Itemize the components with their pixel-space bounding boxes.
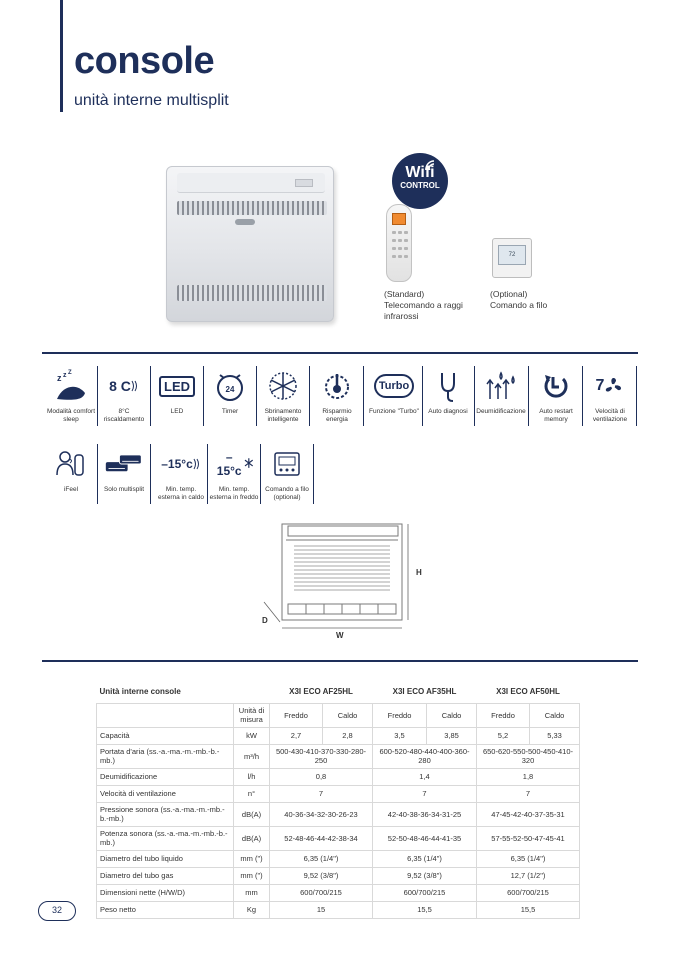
table-cell: 7 <box>270 785 373 802</box>
drawing-label-d: D <box>262 616 268 625</box>
feature-auto-restart <box>530 366 582 434</box>
8c-icon-text: 8 C <box>109 378 131 394</box>
table-cell: 12,7 (1/2") <box>477 867 580 884</box>
sleep-icon <box>51 368 91 404</box>
table-cell: 1,8 <box>477 768 580 785</box>
turbo-icon <box>374 368 414 404</box>
table-cell: 3,85 <box>427 727 477 744</box>
table-cell: Dimensioni nette (H/W/D) <box>97 884 234 901</box>
table-title: Unità interne console <box>97 681 234 703</box>
page-number: 32 <box>38 901 76 921</box>
drawing-label-w: W <box>336 631 344 640</box>
optional-desc: Comando a filo <box>490 300 548 310</box>
table-cell: mm (") <box>234 867 270 884</box>
auto-diagnosis-icon <box>428 368 468 404</box>
feature-label: Min. temp. esterna in caldo <box>158 486 204 501</box>
optional-tag: (Optional) <box>490 289 528 299</box>
page-title: console <box>74 40 215 82</box>
feature-separator <box>309 366 310 426</box>
table-cell: 15 <box>270 901 373 918</box>
subheader-spacer <box>97 703 234 727</box>
feature-label: Deumidificazione <box>476 408 526 415</box>
table-subheader-row <box>97 703 580 727</box>
table-cell: 6,35 (1/4") <box>373 850 477 867</box>
table-cell: 5,33 <box>530 727 580 744</box>
spec-table <box>96 681 580 919</box>
turbo-icon-text: Turbo <box>374 374 414 398</box>
8c-heating-icon <box>104 368 144 404</box>
remote-button <box>404 231 408 234</box>
table-cell: 47-45-42-40-37-35-31 <box>477 802 580 826</box>
table-cell: 7 <box>373 785 477 802</box>
led-icon <box>157 368 197 404</box>
page-subtitle: unità interne multisplit <box>74 92 229 109</box>
unit-logo <box>235 219 255 225</box>
table-cell: kW <box>234 727 270 744</box>
table-cell: 15,5 <box>477 901 580 918</box>
table-cell: m³/h <box>234 744 270 768</box>
fan-speed-icon <box>590 368 630 404</box>
table-cell: 600-520-480-440-400-360-280 <box>373 744 477 768</box>
feature-wired-control <box>261 444 313 512</box>
feature-label: Timer <box>221 408 239 415</box>
remote-button <box>398 255 402 258</box>
dimension-drawing <box>258 518 438 648</box>
table-cell: 0,8 <box>270 768 373 785</box>
table-cell: 7 <box>477 785 580 802</box>
table-row <box>97 850 580 867</box>
feature-label: Solo multisplit <box>103 486 145 493</box>
wifi-icon <box>424 160 440 172</box>
remote-button <box>398 231 402 234</box>
feature-label: Funzione "Turbo" <box>369 408 419 415</box>
table-cell: Kg <box>234 901 270 918</box>
feature-label: iFeel <box>63 486 79 493</box>
svg-text:Z: Z <box>68 370 72 376</box>
wifi-badge-title: Wifi <box>405 164 435 181</box>
feature-fan-speed <box>584 366 636 434</box>
feature-turbo <box>368 366 420 434</box>
svg-text:z: z <box>63 372 67 379</box>
feature-timer <box>204 366 256 434</box>
remote-button <box>404 239 408 242</box>
wifi-control-badge <box>392 153 448 209</box>
feature-label: Min. temp. esterna in freddo <box>209 486 259 501</box>
feature-8c-heating <box>98 366 150 434</box>
wired-control-icon <box>267 446 307 482</box>
feature-label: Sbrinamento intelligente <box>264 408 302 423</box>
table-cell: 9,52 (3/8") <box>270 867 373 884</box>
table-cell: 42-40-38-36-34-31-25 <box>373 802 477 826</box>
remote-button <box>392 239 396 242</box>
console-unit-image <box>166 166 336 326</box>
divider-bottom <box>42 660 638 662</box>
min-temp-heat-text: –15°c <box>161 457 193 471</box>
dehumidification-icon <box>481 368 521 404</box>
table-cell: 52-50-48-46-44-41-35 <box>373 826 477 850</box>
feature-label: Auto diagnosi <box>428 408 468 415</box>
svg-text:z: z <box>57 373 62 383</box>
table-row <box>97 901 580 918</box>
cold-header: Freddo <box>270 703 323 727</box>
feature-separator <box>582 366 583 426</box>
table-header-spacer <box>234 681 270 703</box>
feature-separator <box>313 444 314 504</box>
led-icon-text: LED <box>159 376 195 397</box>
remote-button <box>404 255 408 258</box>
remote-button <box>404 247 408 250</box>
feature-separator <box>150 444 151 504</box>
hot-header: Caldo <box>530 703 580 727</box>
defrost-icon <box>263 368 303 404</box>
remote-button <box>392 231 396 234</box>
table-cell: n° <box>234 785 270 802</box>
table-cell: mm (") <box>234 850 270 867</box>
multisplit-icon <box>104 446 144 482</box>
table-cell: 15,5 <box>373 901 477 918</box>
table-cell: 2,8 <box>323 727 373 744</box>
table-cell: 600/700/215 <box>270 884 373 901</box>
feature-label: LED <box>170 408 184 415</box>
divider-top <box>42 352 638 354</box>
table-cell: Diametro del tubo liquido <box>97 850 234 867</box>
fan-speed-number: 7 <box>595 377 605 394</box>
table-cell: dB(A) <box>234 826 270 850</box>
unit-body <box>166 166 334 322</box>
table-cell: Peso netto <box>97 901 234 918</box>
feature-separator <box>528 366 529 426</box>
table-row <box>97 867 580 884</box>
table-cell: mm <box>234 884 270 901</box>
feature-multisplit <box>98 444 150 512</box>
model-2-header: X3I ECO AF35HL <box>373 681 477 703</box>
table-cell: dB(A) <box>234 802 270 826</box>
table-header-row <box>97 681 580 703</box>
table-row <box>97 785 580 802</box>
feature-label: Comando a filo (optional) <box>265 486 309 501</box>
feature-led <box>151 366 203 434</box>
standard-desc: Telecomando a raggi infrarossi <box>384 300 463 321</box>
optional-caption <box>490 289 580 311</box>
table-cell: 57-55-52-50-47-45-41 <box>477 826 580 850</box>
remote-button <box>392 247 396 250</box>
wired-controller-screen: 72 <box>498 245 526 265</box>
feature-auto-diagnosis <box>422 366 474 434</box>
feature-min-temp-heating <box>155 444 207 512</box>
remote-screen <box>392 213 406 225</box>
unit-lower-grille <box>177 285 327 301</box>
model-1-header: X3I ECO AF25HL <box>270 681 373 703</box>
cold-header: Freddo <box>477 703 530 727</box>
header-accent-bar <box>60 0 63 112</box>
table-cell: Pressione sonora (ss.-a.-ma.-m.-mb.-b.-mb.) <box>97 802 234 826</box>
feature-separator <box>363 366 364 426</box>
remote-control-image <box>386 204 412 282</box>
standard-caption <box>384 289 484 322</box>
table-cell: 500-430-410-370-330-280-250 <box>270 744 373 768</box>
auto-restart-icon <box>536 368 576 404</box>
drawing-label-h: H <box>416 568 422 577</box>
hot-header: Caldo <box>323 703 373 727</box>
table-cell: l/h <box>234 768 270 785</box>
remote-button <box>398 239 402 242</box>
table-cell: Portata d'aria (ss.-a.-ma.-m.-mb.-b.-mb.) <box>97 744 234 768</box>
energy-saving-icon <box>317 368 357 404</box>
min-temp-heat-icon <box>161 446 201 482</box>
feature-ifeel <box>45 444 97 512</box>
feature-label: 8°C riscaldamento <box>103 408 145 423</box>
table-row <box>97 727 580 744</box>
table-cell: 650-620-550-500-450-410-320 <box>477 744 580 768</box>
table-cell: Capacità <box>97 727 234 744</box>
feature-comfort-sleep <box>45 366 97 434</box>
feature-label: Modalità comfort sleep <box>46 408 96 423</box>
model-3-header: X3I ECO AF50HL <box>477 681 580 703</box>
cold-header: Freddo <box>373 703 427 727</box>
table-cell: Deumidificazione <box>97 768 234 785</box>
table-cell: 1,4 <box>373 768 477 785</box>
standard-tag: (Standard) <box>384 289 425 299</box>
feature-label: Risparmio energia <box>322 408 352 423</box>
feature-dehumidification <box>475 366 527 434</box>
table-cell: Velocità di ventilazione <box>97 785 234 802</box>
feature-min-temp-cooling <box>208 444 260 512</box>
table-row <box>97 802 580 826</box>
timer-icon <box>210 368 250 404</box>
remote-button <box>398 247 402 250</box>
feature-separator <box>636 366 637 426</box>
table-cell: 52-48-46-44-42-38-34 <box>270 826 373 850</box>
table-cell: 9,52 (3/8") <box>373 867 477 884</box>
table-cell: 600/700/215 <box>373 884 477 901</box>
wired-controller-image <box>492 238 532 278</box>
svg-text:24: 24 <box>225 385 235 394</box>
feature-smart-defrost <box>257 366 309 434</box>
min-temp-cool-icon <box>214 446 254 482</box>
unit-header: Unità di misura <box>234 703 270 727</box>
table-cell: 3,5 <box>373 727 427 744</box>
table-cell: 2,7 <box>270 727 323 744</box>
table-cell: 40-36-34-32-30-26-23 <box>270 802 373 826</box>
table-cell: Potenza sonora (ss.-a.-ma.-m.-mb.-b.-mb.) <box>97 826 234 850</box>
table-row <box>97 826 580 850</box>
wifi-badge-sub: CONTROL <box>400 181 440 190</box>
table-cell: 6,35 (1/4") <box>477 850 580 867</box>
table-cell: 6,35 (1/4") <box>270 850 373 867</box>
table-cell: 600/700/215 <box>477 884 580 901</box>
unit-upper-grille <box>177 201 327 215</box>
unit-display <box>295 179 313 187</box>
remote-button <box>392 255 396 258</box>
feature-label: Auto restart memory <box>539 408 573 423</box>
feature-energy-saving <box>311 366 363 434</box>
table-row <box>97 884 580 901</box>
ifeel-icon <box>51 446 91 482</box>
hot-header: Caldo <box>427 703 477 727</box>
table-row <box>97 768 580 785</box>
table-row <box>97 744 580 768</box>
min-temp-cool-text: –15°c <box>216 450 242 478</box>
table-cell: Diametro del tubo gas <box>97 867 234 884</box>
feature-label: Velocità di ventilazione <box>592 408 628 423</box>
table-cell: 5,2 <box>477 727 530 744</box>
